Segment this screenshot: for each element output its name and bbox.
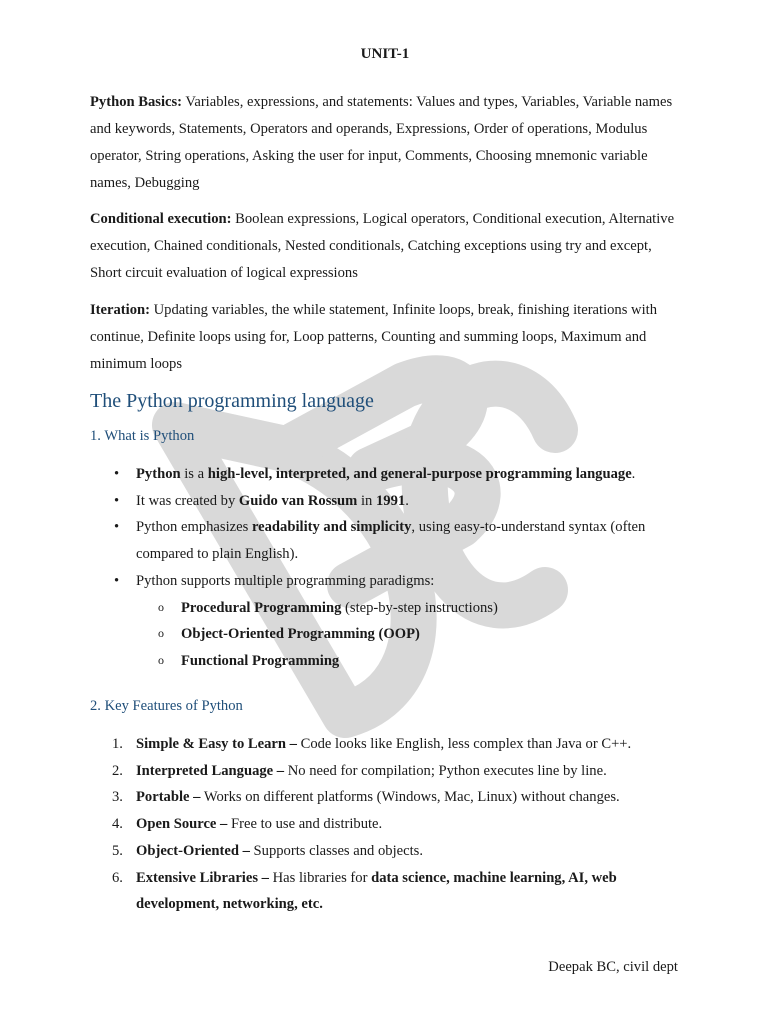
bullet-item — [90, 461, 680, 488]
feature-item — [90, 838, 680, 865]
feature-title: Extensive Libraries – — [136, 869, 269, 886]
paradigm-bold: Procedural Programming — [181, 599, 342, 616]
feature-item — [90, 758, 680, 785]
paradigm-item — [136, 621, 680, 648]
bullet-text: Python supports multiple programming paradigms: — [136, 572, 435, 589]
feature-number: 6. — [112, 869, 123, 886]
bullet-text: Python emphasizes — [136, 519, 252, 536]
features-list — [90, 731, 680, 918]
feature-number: 3. — [112, 789, 123, 806]
bullet-bold: 1991 — [376, 492, 406, 509]
conditional-text: Boolean expressions, Logical operators, Conditional execution, Alternative execution, Chained conditionals, Nested conditionals, Catching exceptions using try and except, Short circuit evaluation of logical expressions — [90, 211, 675, 281]
bullet-text: is a — [180, 466, 208, 482]
feature-number: 4. — [112, 816, 123, 833]
paradigm-bold: Object-Oriented Programming (OOP) — [181, 626, 420, 643]
bullet-item — [90, 488, 680, 515]
bullet-item — [90, 514, 680, 567]
iteration-label: Iteration: — [90, 302, 150, 318]
what-is-heading: 1. What is Python — [90, 428, 195, 444]
unit-title: UNIT-1 — [360, 46, 410, 62]
feature-item — [90, 731, 680, 758]
paradigm-item — [136, 595, 680, 622]
syllabus-iteration — [90, 297, 680, 378]
feature-text: Code looks like English, less complex than Java or C++. — [296, 736, 632, 752]
feature-title: Interpreted Language – — [136, 762, 285, 779]
feature-item — [90, 784, 680, 811]
what-is-list — [90, 461, 680, 675]
feature-title: Portable – — [136, 789, 201, 806]
paradigm-bold: Functional Programming — [181, 652, 340, 669]
syllabus-basics — [90, 89, 680, 197]
feature-text: Free to use and distribute. — [227, 816, 383, 833]
feature-number: 2. — [112, 762, 123, 779]
bullet-text: . — [631, 466, 636, 482]
bullet-text: in — [357, 492, 376, 509]
section-heading: The Python programming language — [90, 390, 374, 412]
feature-number: 1. — [112, 736, 123, 752]
basics-text: Variables, expressions, and statements: Values and types, Variables, Variable names and keywords, Statements, Operators and operands, Expressions, Order of operations, Modulus operator, String operations, Asking the user for input, Comments, Choosing mnemonic variable names, Debugging — [90, 94, 673, 191]
bullet-bold: readability and simplicity — [251, 519, 412, 536]
bullet-bold: Python — [136, 466, 181, 482]
feature-bold: data science, machine learning, AI, web development, networking, etc. — [136, 869, 617, 913]
feature-item — [90, 811, 680, 838]
bullet-text: , using easy-to-understand syntax (often compared to plain English). — [136, 519, 646, 563]
footer-author: Deepak BC, civil dept — [548, 959, 678, 975]
paradigm-list — [136, 595, 680, 675]
bullet-text: It was created by — [136, 492, 239, 509]
feature-number: 5. — [112, 842, 123, 859]
feature-text: Supports classes and objects. — [249, 842, 423, 859]
iteration-text: Updating variables, the while statement, Infinite loops, break, finishing iterations with continue, Definite loops using for, Loop patterns, Counting and summing loops, Maximum and minimum loops — [90, 302, 658, 372]
paradigm-text: (step-by-step instructions) — [341, 599, 498, 616]
basics-label: Python Basics: — [90, 94, 183, 110]
paradigm-item — [136, 648, 680, 675]
bullet-bold: Guido van Rossum — [238, 492, 358, 509]
feature-text: Works on different platforms (Windows, Mac, Linux) without changes. — [200, 789, 620, 806]
bullet-text: . — [405, 492, 409, 509]
bullet-item — [90, 568, 680, 675]
feature-title: Open Source – — [136, 816, 228, 833]
feature-item — [90, 865, 680, 918]
feature-text: Has libraries for — [268, 869, 372, 886]
features-heading: 2. Key Features of Python — [90, 698, 243, 714]
bullet-bold: high-level, interpreted, and general-purpose programming language — [207, 466, 632, 482]
feature-title: Object-Oriented – — [136, 842, 250, 859]
conditional-label: Conditional execution: — [90, 211, 232, 227]
feature-text: No need for compilation; Python executes line by line. — [284, 762, 607, 779]
feature-title: Simple & Easy to Learn – — [136, 736, 297, 752]
syllabus-conditional — [90, 206, 680, 287]
